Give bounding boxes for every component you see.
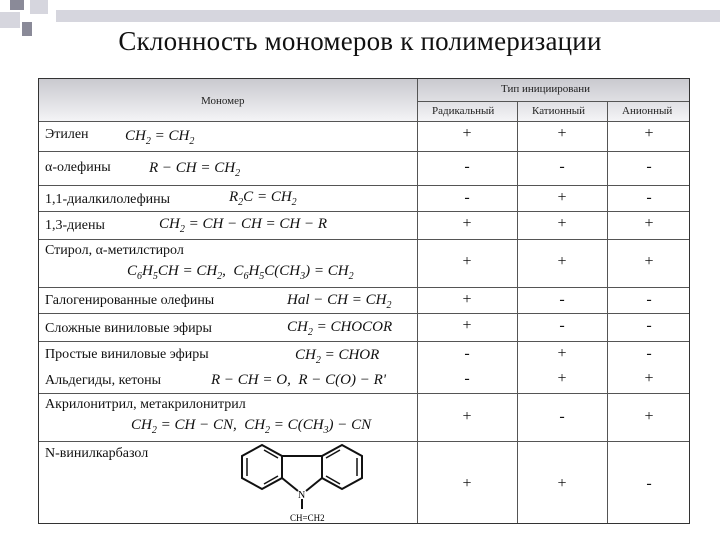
mark-anionic: -: [646, 158, 652, 175]
header-radical: Радикальный: [432, 105, 495, 117]
vinyl-group: CH=CH2: [290, 513, 325, 523]
row-name-alpha-olefins: α-олефины: [45, 160, 111, 175]
benzene-ring-right: [322, 445, 362, 489]
mark-cationic: -: [559, 317, 565, 334]
row-name-ethylene: Этилен: [45, 127, 89, 142]
formula-aldehydes-ketones: R − CH = O, R − C(O) − R': [211, 372, 387, 388]
mark-cationic: +: [557, 189, 567, 206]
mark-radical: +: [462, 408, 472, 425]
carbazole-structure: [234, 441, 374, 523]
mark-anionic: +: [644, 125, 654, 142]
mark-radical: +: [462, 317, 472, 334]
mark-cationic: +: [557, 370, 567, 387]
row-name-vinyl-ethers: Простые виниловые эфиры: [45, 347, 209, 362]
formula-ethylene: $CH_2 = CH_2$: [125, 128, 195, 147]
decor-square-1: [10, 0, 24, 10]
header-initiation-type: Тип инициировани: [501, 83, 590, 95]
row-name-dialkylolefins: 1,1-диалкилолефины: [45, 192, 171, 207]
row-name-dienes: 1,3-диены: [45, 218, 105, 233]
mark-anionic: -: [646, 189, 652, 206]
mark-radical: +: [462, 215, 472, 232]
formula-acrylonitrile: $CH_2$ = CH − CN, $CH_2 = C(CH_3)$ − CN: [131, 417, 372, 436]
row-name-aldehydes-ketones: Альдегиды, кетоны: [45, 373, 162, 388]
mark-anionic: -: [646, 317, 652, 334]
mark-cationic: -: [559, 408, 565, 425]
mark-radical: +: [462, 125, 472, 142]
decor-square-2: [30, 0, 48, 14]
benzene-ring-left: [242, 445, 282, 489]
mark-cationic: +: [557, 345, 567, 362]
mark-cationic: -: [559, 291, 565, 308]
row-name-vinylcarbazole: N-винилкарбазол: [45, 446, 149, 461]
formula-dialkylolefins: $R_2C = CH_2$: [229, 189, 297, 208]
row-name-halogenated-olefins: Галогенированные олефины: [45, 293, 215, 308]
mark-radical: -: [464, 158, 470, 175]
mark-cationic: +: [557, 253, 567, 270]
mark-anionic: +: [644, 408, 654, 425]
mark-anionic: -: [646, 475, 652, 492]
row-name-vinyl-esters: Сложные виниловые эфиры: [45, 321, 212, 336]
slide-title: Склонность мономеров к полимеризации: [118, 26, 602, 56]
header-anionic: Анионный: [622, 105, 673, 117]
mark-radical: -: [464, 345, 470, 362]
monomer-table: [38, 78, 690, 524]
mark-anionic: -: [646, 345, 652, 362]
ring-bond-left-n: [282, 478, 298, 491]
ring-bond-right-n: [306, 478, 322, 491]
mark-cationic: +: [557, 215, 567, 232]
formula-vinyl-ethers: $CH_2$ = CHOR: [295, 347, 380, 366]
header-monomer: Мономер: [201, 95, 245, 107]
mark-cationic: -: [559, 158, 565, 175]
formula-vinyl-esters: $CH_2$ = CHOCOR: [287, 319, 393, 338]
mark-anionic: +: [644, 253, 654, 270]
mark-radical: -: [464, 189, 470, 206]
formula-styrene: $C_6H_5CH = CH_2$, $C_6H_5C(CH_3) = CH_2$: [127, 263, 354, 282]
row-name-acrylonitrile: Акрилонитрил, метакрилонитрил: [45, 397, 246, 412]
mark-radical: +: [462, 253, 472, 270]
mark-anionic: +: [644, 370, 654, 387]
mark-radical: -: [464, 370, 470, 387]
mark-cationic: +: [557, 125, 567, 142]
table-header-background: [39, 79, 689, 121]
formula-alpha-olefins: R − CH = $CH_2$: [149, 160, 241, 179]
mark-anionic: -: [646, 291, 652, 308]
formula-halogenated-olefins: Hal − CH = $CH_2$: [287, 292, 392, 311]
mark-anionic: +: [644, 215, 654, 232]
mark-radical: +: [462, 291, 472, 308]
row-name-styrene: Стирол, α-метилстирол: [45, 243, 184, 258]
decor-band: [56, 10, 720, 22]
mark-cationic: +: [557, 475, 567, 492]
mark-radical: +: [462, 475, 472, 492]
nitrogen-atom: N: [298, 490, 306, 501]
formula-dienes: $CH_2$ = CH − CH = CH − R: [159, 216, 328, 235]
header-cationic: Катионный: [532, 105, 586, 117]
